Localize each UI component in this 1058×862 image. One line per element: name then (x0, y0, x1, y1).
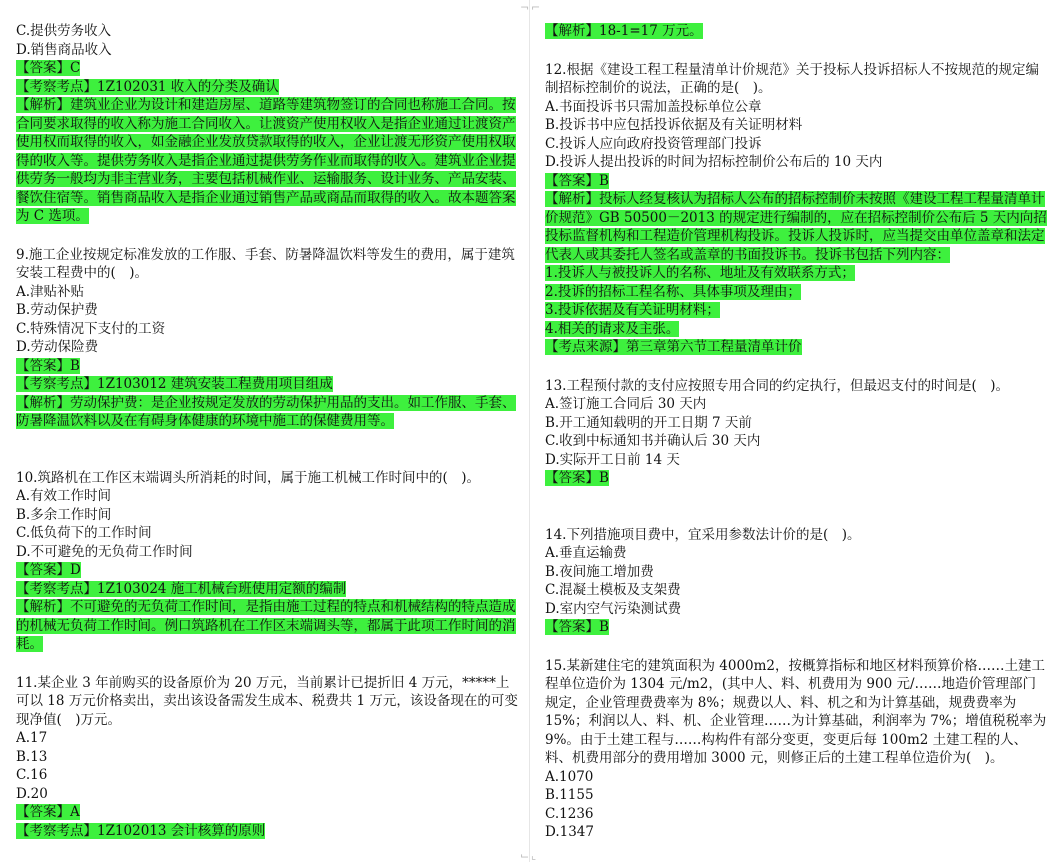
exam-point: 【考察考点】1Z102031 收入的分类及确认 (16, 78, 279, 95)
option: A.津贴补贴 (16, 283, 85, 300)
option: D.实际开工日前 14 天 (545, 451, 680, 468)
option: A.书面投诉书只需加盖投标单位公章 (545, 98, 762, 115)
option: C.提供劳务收入 (16, 23, 112, 39)
option: A.17 (16, 730, 48, 746)
exam-point: 【考察考点】1Z103012 建筑安装工程费用项目组成 (16, 376, 333, 392)
column-divider (529, 0, 530, 862)
analysis: 【解析】投标人经复核认为招标人公布的招标控制价未按照《建设工程工程量清单计价规范》GB 50500－2013 的规定进行编制的，应在招标控制价公布后 5 天内向招投标监督机构和工程造价管理机构投诉。投诉人投诉时，应当提交由单位盖章和法定代表人或其委托人签名或盖章的书面投诉书。投诉书包括下列内容： (545, 191, 1047, 263)
exam-point-source: 【考点来源】第三章第六节工程量清单计价 (545, 339, 802, 355)
question-stem: 13.工程预付款的支付应按照专用合同的约定执行，但最迟支付的时间是( )。 (545, 377, 1010, 394)
analysis: 【解析】劳动保护费：是企业按规定发放的劳动保护用品的支出。如工作服、手套、防暑降温饮料以及在有碍身体健康的环境中施工的保健费用等。 (16, 394, 516, 429)
analysis: 【解析】18-1=17 万元。 (545, 23, 703, 39)
corner-mark: ⌞ (531, 849, 537, 862)
option: C.特殊情况下支付的工资 (16, 320, 166, 337)
left-column (16, 0, 520, 840)
option: D.室内空气污染测试费 (545, 600, 682, 617)
answer: 【答案】A (16, 804, 80, 820)
corner-mark: ⌙ (520, 849, 530, 862)
right-column (545, 0, 1047, 842)
option: A.有效工作时间 (16, 488, 112, 504)
exam-point: 【考察考点】1Z103024 施工机械台班使用定额的编制 (16, 580, 347, 597)
option: D.20 (16, 785, 48, 802)
answer: 【答案】C (16, 60, 81, 76)
option: D.投诉人提出投诉的时间为招标控制价公布后的 10 天内 (545, 154, 883, 170)
option: B.1155 (545, 787, 594, 803)
answer: 【答案】B (545, 619, 609, 635)
question-stem: 12.根据《建设工程工程量清单计价规范》关于投标人投诉招标人不按规范的规定编制招标控制价的说法，正确的是( )。 (545, 61, 1039, 96)
option: C.低负荷下的工作时间 (16, 525, 152, 541)
option: C.投诉人应向政府投资管理部门投诉 (545, 135, 762, 152)
option: A.1070 (545, 768, 594, 785)
corner-mark: ¬ (520, 1, 530, 14)
analysis-item: 4.相关的请求及主张。 (545, 320, 680, 337)
question-stem: 15.某新建住宅的建筑面积为 4000m2，按概算指标和地区材料预算价格……土建工程单位造价为 1304 元/m2，(其中人、料、机费用为 900 元/……地造价管理部门规定，企业管理费费率为 8%；规费以人、料、机之和为计算基础，规费费率为 15%；利润以人、料、机、企业管理……为计算基础，利润率为 7%；增值税税率为 9%。由于土建工程与……构构件有部分变更，变更后每 100m2 土建工程的人、料、机费用部分的费用增加 3000 元，则修正后的土建工程单位造价为( )。 (545, 657, 1047, 766)
answer: 【答案】B (16, 357, 80, 374)
option: C.混凝土模板及支架费 (545, 582, 681, 598)
option: C.16 (16, 767, 48, 783)
option: D.劳动保险费 (16, 339, 99, 355)
analysis-item: 3.投诉依据及有关证明材料； (545, 302, 720, 318)
option: D.不可避免的无负荷工作时间 (16, 543, 193, 560)
option: C.收到中标通知书并确认后 30 天内 (545, 433, 761, 449)
option: B.多余工作时间 (16, 506, 112, 523)
question-stem: 11.某企业 3 年前购买的设备原价为 20 万元，当前累计已提折旧 4 万元，*****上可以 18 万元价格卖出，卖出该设备需发生成本、税费共 1 万元，该设备现在的可变现净值( )万元。 (16, 674, 518, 728)
answer: 【答案】B (545, 470, 609, 486)
option: A.签订施工合同后 30 天内 (545, 396, 707, 412)
option: B.劳动保护费 (16, 302, 98, 318)
option: C.1236 (545, 805, 594, 822)
option: B.13 (16, 748, 48, 765)
option: B.开工通知载明的开工日期 7 天前 (545, 414, 752, 431)
option: B.夜间施工增加费 (545, 563, 654, 580)
answer: 【答案】B (545, 172, 609, 189)
analysis-item: 1.投诉人与被投诉人的名称、地址及有效联系方式； (545, 265, 855, 281)
option: B.投诉书中应包括投诉依据及有关证明材料 (545, 117, 803, 133)
analysis: 【解析】不可避免的无负荷工作时间，是指由施工过程的特点和机械结构的特点造成的机械无负荷工作时间。例口筑路机在工作区末端调头等，都属于此项工作时间的消耗。 (16, 599, 516, 652)
corner-mark: ⌐ (531, 1, 541, 14)
question-stem: 9.施工企业按规定标准发放的工作服、手套、防暑降温饮料等发生的费用，属于建筑安装工程费中的( )。 (16, 246, 515, 281)
answer: 【答案】D (16, 562, 81, 578)
exam-point: 【考察考点】1Z102013 会计核算的原则 (16, 822, 266, 839)
question-stem: 10.筑路机在工作区末端调头所消耗的时间，属于施工机械工作时间中的( )。 (16, 469, 481, 486)
option: D.1347 (545, 824, 594, 840)
option: A.垂直运输费 (545, 545, 627, 561)
question-stem: 14.下列措施项目费中，宜采用参数法计价的是( )。 (545, 526, 861, 543)
analysis-item: 2.投诉的招标工程名称、具体事项及理由； (545, 283, 801, 300)
option: D.销售商品收入 (16, 41, 112, 58)
analysis: 【解析】建筑业企业为设计和建造房屋、道路等建筑物签订的合同也称施工合同。按合同要求取得的收入称为施工合同收入。让渡资产使用权收入是指企业通过让渡资产使用权而取得的收入，如金融企业发放贷款取得的收入，企业让渡无形资产使用权取得的收入等。提供劳务收入是指企业通过提供劳务作业而取得的收入。建筑业企业提供劳务一般均为非主营业务，主要包括机械作业、运输服务、设计业务、产品安装、餐饮住宿等。销售商品收入是指企业通过销售产品或商品而取得的收入。故本题答案为 C 选项。 (16, 97, 516, 224)
